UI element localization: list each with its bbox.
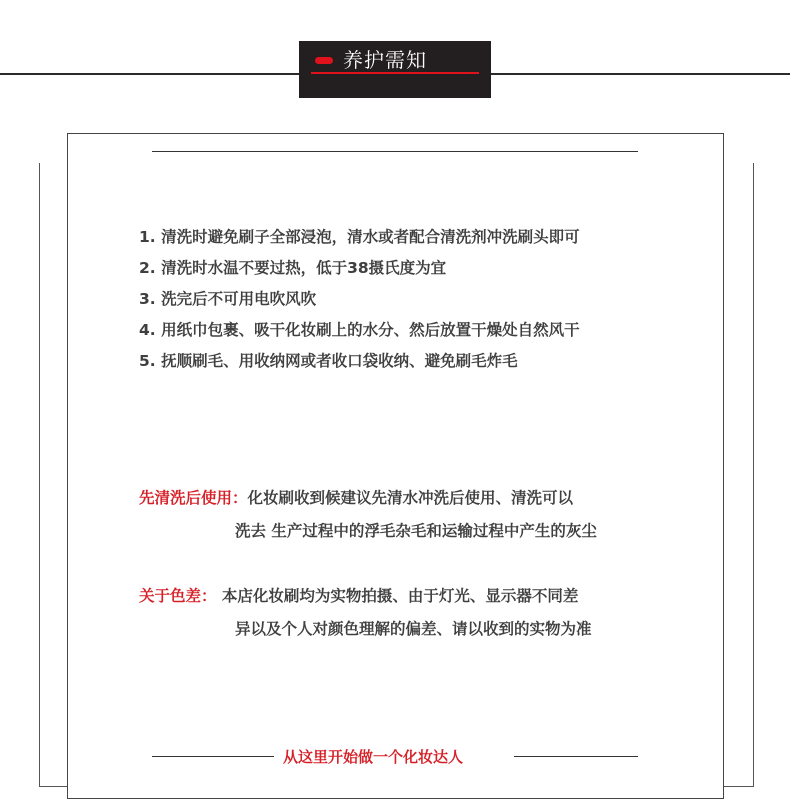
note-text-continued: 洗去 生产过程中的浮毛杂毛和运输过程中产生的灰尘 bbox=[235, 522, 597, 540]
title-pill-icon bbox=[315, 57, 333, 64]
note-wash-first bbox=[139, 482, 597, 548]
note-text: 本店化妆刷均为实物拍摄、由于灯光、显示器不同差 bbox=[216, 587, 579, 605]
list-item: 2. 清洗时水温不要过热，低于38摄氏度为宜 bbox=[139, 259, 447, 277]
list-item: 4. 用纸巾包裹、吸干化妆刷上的水分、然后放置干燥处自然风干 bbox=[139, 321, 580, 339]
footer-rule-right bbox=[514, 756, 638, 757]
page-title: 养护需知 bbox=[343, 48, 427, 72]
note-text-continued: 异以及个人对颜色理解的偏差、请以收到的实物为准 bbox=[235, 620, 592, 638]
title-underline bbox=[311, 72, 479, 74]
note-color-difference bbox=[139, 580, 592, 646]
footer-slogan: 从这里开始做一个化妆达人 bbox=[283, 748, 464, 766]
card-top-rule bbox=[152, 151, 638, 152]
list-item: 5. 抚顺刷毛、用收纳网或者收口袋收纳、避免刷毛炸毛 bbox=[139, 352, 518, 370]
list-item: 1. 清洗时避免刷子全部浸泡，清水或者配合清洗剂冲洗刷头即可 bbox=[139, 228, 580, 246]
note-text: 化妆刷收到候建议先清水冲洗后使用、清洗可以 bbox=[247, 489, 574, 507]
list-item: 3. 洗完后不可用电吹风吹 bbox=[139, 290, 317, 308]
footer-rule-left bbox=[152, 756, 274, 757]
note-label: 先清洗后使用： bbox=[139, 489, 248, 507]
title-banner bbox=[299, 41, 491, 98]
care-steps-list bbox=[139, 222, 580, 377]
note-label: 关于色差： bbox=[139, 587, 217, 605]
